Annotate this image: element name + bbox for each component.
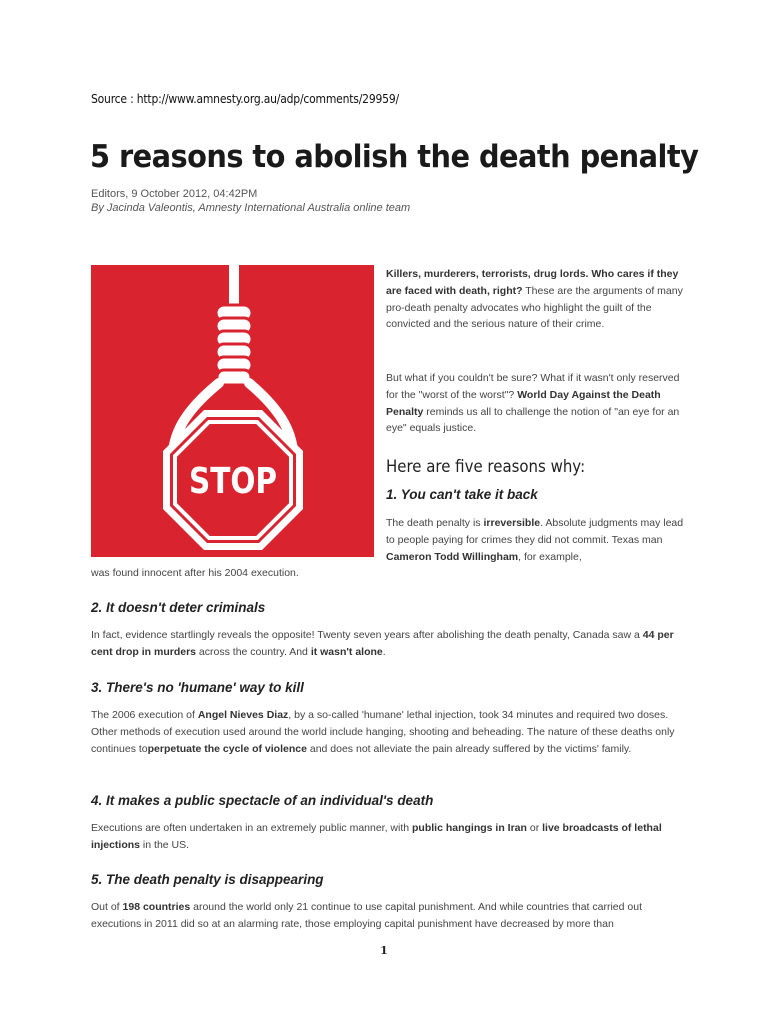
reason-1-text-d: , for example,	[518, 551, 582, 563]
reason-1-text-a: The death penalty is	[386, 517, 484, 529]
reason-3-text-c: , by a so-called 'humane' lethal injection, took 34 minutes and required two doses. Other methods of execution used around the world include hanging, shooting and beheading. The nature of these deaths only continues to	[91, 709, 675, 755]
reason-2-bold-1: 44 per cent drop in murders	[91, 629, 674, 658]
reason-3-text-a: The 2006 execution of	[91, 709, 198, 721]
reason-5-text	[91, 899, 691, 933]
reason-2-text	[91, 627, 691, 661]
reason-4-text-a: Executions are often undertaken in an extremely public manner, with	[91, 822, 413, 834]
page-number: 1	[380, 944, 388, 957]
reason-4-bold-2: live broadcasts of lethal injections	[91, 822, 662, 851]
stop-sign-text: STOP	[188, 459, 278, 502]
reason-5-text-c: around the world only 21 continue to use capital punishment. And while countries that carried out executions in 2011 did so at an alarming rate, those employing capital punishment have decreased by more than	[91, 901, 642, 930]
reason-1-bold-1: irreversible	[483, 517, 541, 529]
reason-4-bold-1: public hangings in Iran	[412, 822, 527, 834]
reason-4-heading: 4. It makes a public spectacle of an individual's death	[91, 793, 434, 808]
intro-lead: Killers, murderers, terrorists, drug lords. Who cares if they are faced with death, right?	[386, 268, 679, 297]
reason-1-heading: 1. You can't take it back	[386, 487, 538, 502]
reason-4-text	[91, 820, 691, 854]
reason-3-bold-2: perpetuate the cycle of violence	[147, 743, 307, 755]
reason-2-bold-2: it wasn't alone	[310, 646, 383, 658]
intro-p2-text-b: reminds us all to challenge the notion of "an eye for an eye" equals justice.	[386, 405, 680, 435]
dateline: Editors, 9 October 2012, 04:42PM	[91, 188, 258, 200]
reason-3-text	[91, 707, 691, 758]
reason-2-text-c: across the country. And	[196, 646, 311, 658]
reason-5-heading: 5. The death penalty is disappearing	[91, 872, 324, 887]
intro-paragraph-1	[386, 266, 686, 333]
reason-3-text-d: and does not alleviate the pain already suffered by the victims' family.	[306, 743, 632, 755]
reason-1-text-c: . Absolute judgments may lead to people paying for crimes they did not commit. Texas man	[386, 517, 684, 546]
world-day-link: World Day Against the Death Penalty	[386, 388, 661, 418]
noose-stop-image	[91, 265, 374, 557]
intro-paragraph-2	[386, 370, 686, 437]
reason-2-text-a: In fact, evidence startlingly reveals the opposite! Twenty seven years after abolishing the death penalty, Canada saw a	[91, 629, 643, 641]
reason-1-text	[386, 515, 686, 566]
reason-2-heading: 2. It doesn't deter criminals	[91, 600, 266, 615]
reason-2-text-d: .	[382, 646, 386, 658]
reason-3-heading: 3. There's no 'humane' way to kill	[91, 680, 304, 695]
source-line: Source : http://www.amnesty.org.au/adp/comments/29959/	[91, 92, 399, 106]
article-meta	[91, 187, 410, 215]
noose-knot-icon	[216, 305, 252, 385]
reason-5-text-a: Out of	[91, 901, 123, 913]
reason-4-text-c: or	[526, 822, 543, 834]
reason-3-bold-1: Angel Nieves Diaz	[197, 709, 289, 721]
page-title: 5 reasons to abolish the death penalty	[90, 139, 699, 175]
reason-5-bold-1: 198 countries	[122, 901, 191, 913]
reason-1-continuation: was found innocent after his 2004 execution.	[91, 567, 299, 579]
reasons-heading: Here are five reasons why:	[386, 457, 586, 477]
byline: By Jacinda Valeontis, Amnesty International Australia online team	[91, 202, 411, 214]
intro-p1-text: These are the arguments of many pro-death penalty advocates who highlight the guilt of the convicted and the serious nature of their crime.	[386, 284, 683, 331]
noose-stop-illustration	[91, 265, 374, 557]
reason-1-bold-2: Cameron Todd Willingham	[386, 551, 519, 563]
reason-4-text-d: in the US.	[140, 839, 190, 851]
stop-sign-icon	[163, 410, 303, 550]
intro-p2-text-a: But what if you couldn't be sure? What if it wasn't only reserved for the "worst of the worst"?	[386, 372, 680, 401]
